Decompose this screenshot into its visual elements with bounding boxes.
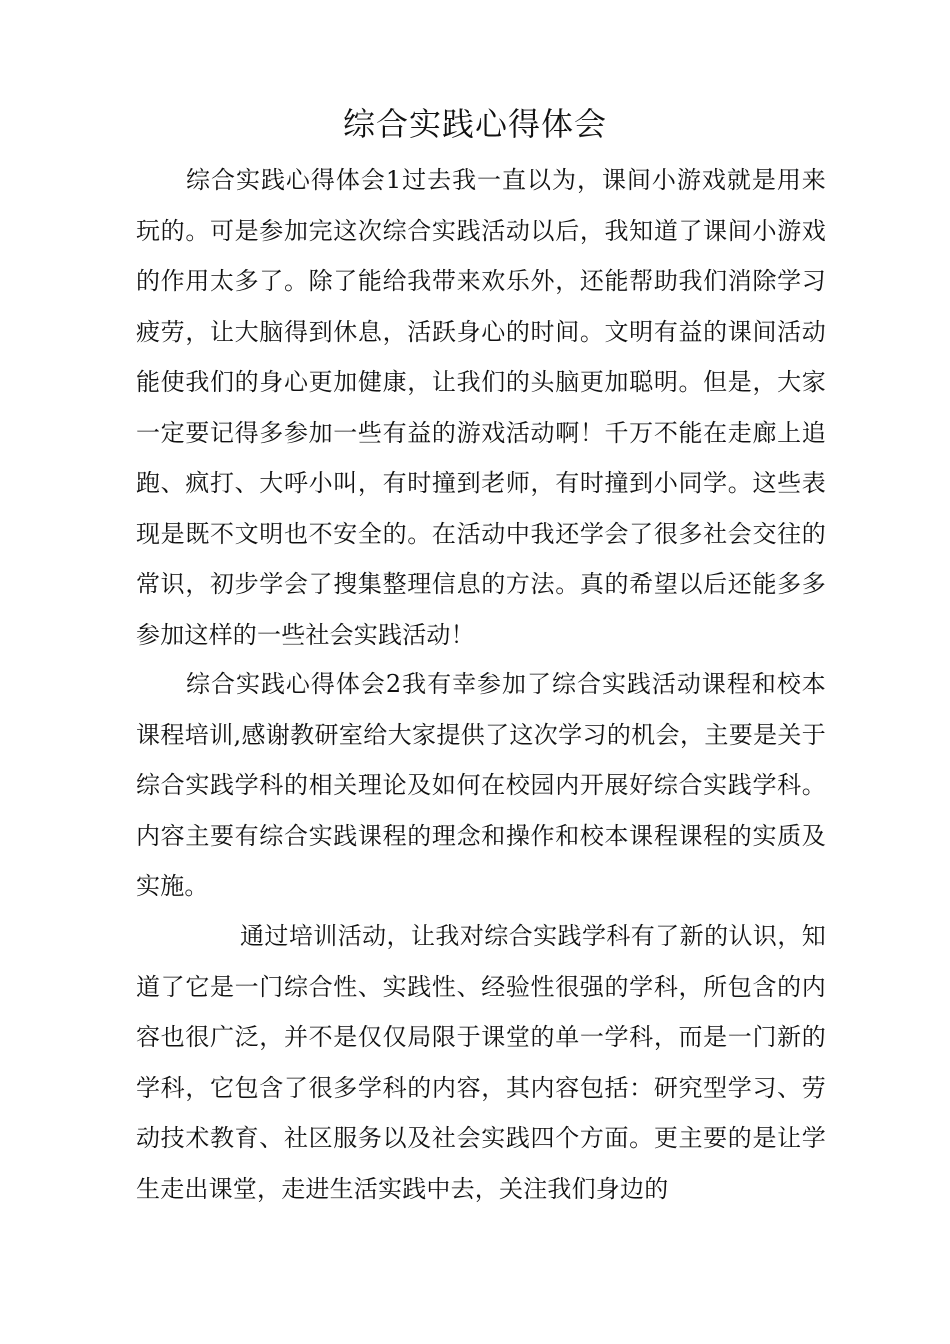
paragraph-2: 综合实践心得体会2我有幸参加了综合实践活动课程和校本课程培训,感谢教研室给大家提供了这次学习的机会，主要是关于综合实践学科的相关理论及如何在校园内开展好综合实践学科。内容主要有综合实践课程的理念和操作和校本课程课程的实质及实施。: [136, 670, 826, 900]
document-title: 综合实践心得体会: [342, 105, 607, 143]
paragraph-3: 通过培训活动，让我对综合实践学科有了新的认识，知道了它是一门综合性、实践性、经验性很强的学科，所包含的内容也很广泛，并不是仅仅局限于课堂的单一学科，而是一门新的学科，它包含了很多学科的内容，其内容包括：研究型学习、劳动技术教育、社区服务以及社会实践四个方面。更主要的是让学生走出课堂，走进生活实践中去，关注我们身边的: [136, 922, 826, 1203]
paragraph-1: 综合实践心得体会1过去我一直以为，课间小游戏就是用来玩的。可是参加完这次综合实践活动以后，我知道了课间小游戏的作用太多了。除了能给我带来欢乐外，还能帮助我们消除学习疲劳，让大脑得到休息，活跃身心的时间。文明有益的课间活动能使我们的身心更加健康，让我们的头脑更加聪明。但是，大家一定要记得多参加一些有益的游戏活动啊！千万不能在走廊上追跑、疯打、大呼小叫，有时撞到老师，有时撞到小同学。这些表现是既不文明也不安全的。在活动中我还学会了很多社会交往的常识，初步学会了搜集整理信息的方法。真的希望以后还能多多参加这样的一些社会实践活动！: [136, 166, 826, 649]
